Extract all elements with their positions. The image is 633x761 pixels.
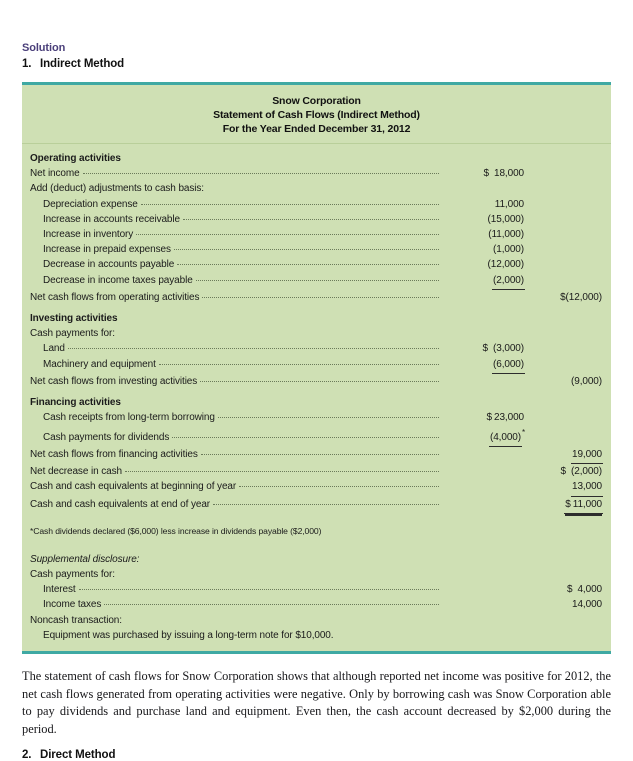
cell-value: (3,000)	[493, 343, 524, 355]
dot-leader	[174, 242, 439, 252]
table-row: Decrease in accounts payable (12,000)	[30, 257, 603, 272]
investing-total-row: Net cash flows from investing activities (9,000)	[30, 374, 603, 389]
cell-value: 19,000	[571, 447, 603, 464]
investing-activities-heading: Investing activities	[30, 313, 118, 325]
table-row: Cash and cash equivalents at end of year $ 11,000	[30, 497, 603, 514]
solution-heading: Solution	[22, 42, 66, 54]
currency-symbol: $	[482, 343, 488, 355]
statement-period: For the Year Ended December 31, 2012	[222, 123, 411, 135]
dot-leader	[136, 227, 439, 237]
supplemental-disclosure-heading: Supplemental disclosure:	[30, 553, 140, 565]
table-row: Income taxes 14,000	[30, 597, 603, 612]
dot-leader	[125, 464, 439, 474]
cell-value: (1,000)	[493, 244, 524, 256]
cell-value: (2,000)	[492, 273, 525, 290]
financing-total-row: Net cash flows from financing activities 19,000	[30, 447, 603, 464]
statement-title-block	[22, 85, 611, 144]
cell-value: 13,000	[571, 479, 603, 496]
cell-value: (2,000)	[571, 466, 602, 478]
table-row: Cash receipts from long-term borrowing $ 23,000	[43, 412, 524, 424]
indirect-method-heading	[22, 58, 611, 70]
spacer	[30, 538, 603, 552]
adjustments-subheading: Add (deduct) adjustments to cash basis:	[30, 183, 204, 195]
cell-value: (15,000)	[487, 213, 524, 225]
dot-leader	[218, 410, 439, 420]
cell-value: (4,000)	[489, 430, 522, 447]
statement-footnote: *Cash dividends declared ($6,000) less increase in dividends payable ($2,000)	[30, 525, 322, 536]
cell-value: 23,000	[494, 412, 524, 424]
currency-symbol: $	[483, 168, 489, 180]
investing-subheading: Cash payments for:	[30, 328, 115, 340]
cell-value: (9,000)	[571, 375, 602, 387]
noncash-transaction-heading: Noncash transaction:	[30, 614, 122, 626]
table-row: Depreciation expense 11,000	[30, 197, 603, 212]
noncash-transaction-text: Equipment was purchased by issuing a long-term note for $10,000.	[43, 629, 334, 641]
direct-method-label: Direct Method	[40, 749, 116, 761]
cell-value: 11,000	[494, 198, 524, 210]
statement-title: Statement of Cash Flows (Indirect Method)	[213, 109, 420, 121]
cell-value: (6,000)	[492, 357, 525, 374]
table-row: Machinery and equipment (6,000)	[30, 357, 603, 374]
dot-leader	[141, 197, 439, 207]
table-row: Land $ (3,000)	[43, 343, 524, 355]
dot-leader	[177, 257, 439, 267]
table-row: Net decrease in cash $ (2,000)	[30, 466, 602, 478]
dot-leader	[239, 479, 439, 489]
dot-leader	[213, 497, 439, 507]
currency-symbol: $	[567, 584, 573, 596]
dot-leader	[172, 430, 439, 440]
dot-leader	[68, 341, 439, 351]
statement-body	[22, 144, 611, 651]
closing-paragraph: The statement of cash flows for Snow Corporation shows that although reported net income was positive for 2012, the net cash flows generated from operating activities were negative. Only by borrowing cash was Snow Corporation able to pay dividends and purchase land and equipment. Even then, the cash account decreased by $2,000 during the period.	[22, 669, 611, 736]
cell-value: 18,000	[494, 168, 524, 180]
currency-symbol: $	[565, 498, 571, 510]
table-row: Increase in inventory (11,000)	[30, 227, 603, 242]
currency-symbol: $	[560, 466, 566, 478]
table-row: Interest $ 4,000	[43, 584, 602, 596]
indirect-method-label: Indirect Method	[40, 58, 125, 70]
cell-value: (12,000)	[487, 259, 524, 271]
table-row: Increase in prepaid expenses (1,000)	[30, 242, 603, 257]
operating-activities-heading: Operating activities	[30, 153, 121, 164]
table-row: Increase in accounts receivable (15,000)	[30, 212, 603, 227]
dot-leader	[201, 447, 439, 457]
table-row: Cash payments for dividends (4,000)*	[30, 425, 603, 447]
dot-leader	[200, 374, 439, 384]
footnote-marker: *	[521, 428, 525, 438]
dot-leader	[79, 582, 439, 592]
supplemental-subheading: Cash payments for:	[30, 569, 115, 580]
dot-leader	[183, 212, 439, 222]
cell-value: 4,000	[577, 584, 602, 596]
cell-value: 14,000	[572, 599, 602, 611]
indirect-method-number: 1.	[22, 58, 32, 70]
operating-total-row: Net cash flows from operating activities $(12,000)	[30, 290, 603, 305]
dot-leader	[104, 597, 439, 607]
direct-method-number: 2.	[22, 749, 32, 761]
dot-leader	[83, 166, 439, 176]
cell-value: 11,000	[572, 498, 602, 510]
statement-company-name: Snow Corporation	[272, 95, 361, 107]
cell-value: $(12,000)	[560, 291, 602, 303]
cell-value: (11,000)	[488, 229, 524, 241]
currency-symbol: $	[486, 412, 492, 424]
table-row: Decrease in income taxes payable (2,000)	[30, 273, 603, 290]
cash-flow-statement-table	[22, 82, 611, 654]
direct-method-heading	[22, 749, 611, 761]
table-row: Cash and cash equivalents at beginning of year 13,000	[30, 479, 603, 496]
dot-leader	[159, 357, 439, 367]
dot-leader	[202, 290, 439, 300]
document-page	[0, 42, 633, 761]
dot-leader	[196, 273, 439, 283]
table-row: Net income $ 18,000	[30, 168, 524, 180]
financing-activities-heading: Financing activities	[30, 397, 121, 409]
